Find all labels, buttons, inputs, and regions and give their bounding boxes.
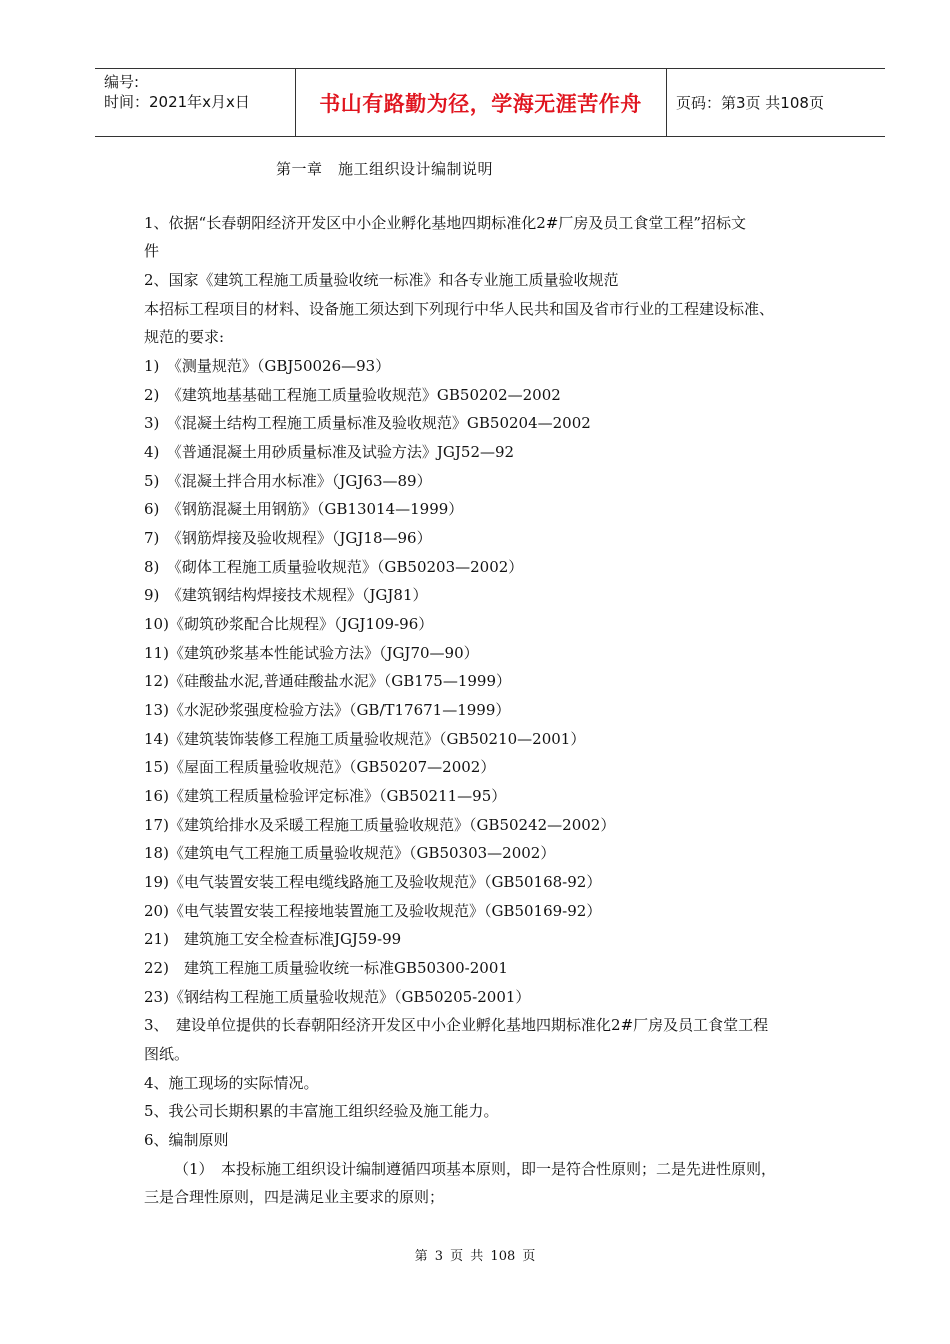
body-line: 本招标工程项目的材料、设备施工须达到下列现行中华人民共和国及省市行业的工程建设标准、 <box>144 300 775 318</box>
paragraph-second-line: 三是合理性原则，四是满足业主要求的原则； <box>144 1188 445 1206</box>
header-page-info: 页码：第3页 共108页 <box>676 94 824 112</box>
body-line: 6、编制原则 <box>144 1131 229 1149</box>
time-label: 时间：2021年x月x日 <box>104 93 250 111</box>
list-item: 8) 《砌体工程施工质量验收规范》（GB50203—2002） <box>144 558 524 576</box>
list-item: 18)《建筑电气工程施工质量验收规范》（GB50303—2002） <box>144 844 556 862</box>
list-item: 19)《电气装置安装工程电缆线路施工及验收规范》（GB50168-92） <box>144 873 602 891</box>
list-item: 20)《电气装置安装工程接地装置施工及验收规范》（GB50169-92） <box>144 902 602 920</box>
body-line: 件 <box>144 242 160 260</box>
list-item: 7) 《钢筋焊接及验收规程》（JGJ18—96） <box>144 529 432 547</box>
page-footer: 第 3 页 共 108 页 <box>414 1249 536 1264</box>
body-line: 2、国家《建筑工程施工质量验收统一标准》和各专业施工质量验收规范 <box>144 271 619 289</box>
list-item: 22) 建筑工程施工质量验收统一标准GB50300-2001 <box>144 959 508 977</box>
list-item: 11)《建筑砂浆基本性能试验方法》（JGJ70—90） <box>144 644 479 662</box>
list-item: 10)《砌筑砂浆配合比规程》（JGJ109-96） <box>144 615 434 633</box>
list-item: 6) 《钢筋混凝土用钢筋》（GB13014—1999） <box>144 500 464 518</box>
body-line: 1、依据“长春朝阳经济开发区中小企业孵化基地四期标准化2#厂房及员工食堂工程”招标文 <box>144 214 746 232</box>
list-item: 16)《建筑工程质量检验评定标准》（GB50211—95） <box>144 787 507 805</box>
list-item: 14)《建筑装饰装修工程施工质量验收规范》（GB50210—2001） <box>144 730 586 748</box>
list-item: 15)《屋面工程质量验收规范》（GB50207—2002） <box>144 758 496 776</box>
chapter-title: 第一章 施工组织设计编制说明 <box>276 160 494 178</box>
page-header <box>95 68 885 137</box>
list-item: 5) 《混凝土拌合用水标准》（JGJ63—89） <box>144 472 432 490</box>
list-item: 12)《硅酸盐水泥,普通硅酸盐水泥》（GB175—1999） <box>144 672 512 690</box>
list-item: 17)《建筑给排水及采暖工程施工质量验收规范》（GB50242—2002） <box>144 816 616 834</box>
paragraph-first-line: （1） 本投标施工组织设计编制遵循四项基本原则，即一是符合性原则；二是先进性原则， <box>174 1160 777 1178</box>
list-item: 4) 《普通混凝土用砂质量标准及试验方法》JGJ52—92 <box>144 443 515 461</box>
code-label: 编号: <box>104 73 140 91</box>
list-item: 1) 《测量规范》（GBJ50026—93） <box>144 357 391 375</box>
body-line: 规范的要求: <box>144 328 225 346</box>
list-item: 13)《水泥砂浆强度检验方法》（GB/T17671—1999） <box>144 701 511 719</box>
body-line: 4、施工现场的实际情况。 <box>144 1074 319 1092</box>
header-meta-cell <box>95 69 296 136</box>
list-item: 2) 《建筑地基基础工程施工质量验收规范》GB50202—2002 <box>144 386 561 404</box>
body-line: 3、 建设单位提供的长春朝阳经济开发区中小企业孵化基地四期标准化2#厂房及员工食堂工程 <box>144 1016 769 1034</box>
body-line: 图纸。 <box>144 1045 190 1063</box>
list-item: 23)《钢结构工程施工质量验收规范》（GB50205-2001） <box>144 988 531 1006</box>
header-motto: 书山有路勤为径，学海无涯苦作舟 <box>295 69 667 136</box>
list-item: 3) 《混凝土结构工程施工质量标准及验收规范》GB50204—2002 <box>144 414 591 432</box>
list-item: 21) 建筑施工安全检查标准JGJ59-99 <box>144 930 402 948</box>
list-item: 9) 《建筑钢结构焊接技术规程》（JGJ81） <box>144 586 428 604</box>
body-line: 5、我公司长期积累的丰富施工组织经验及施工能力。 <box>144 1102 499 1120</box>
